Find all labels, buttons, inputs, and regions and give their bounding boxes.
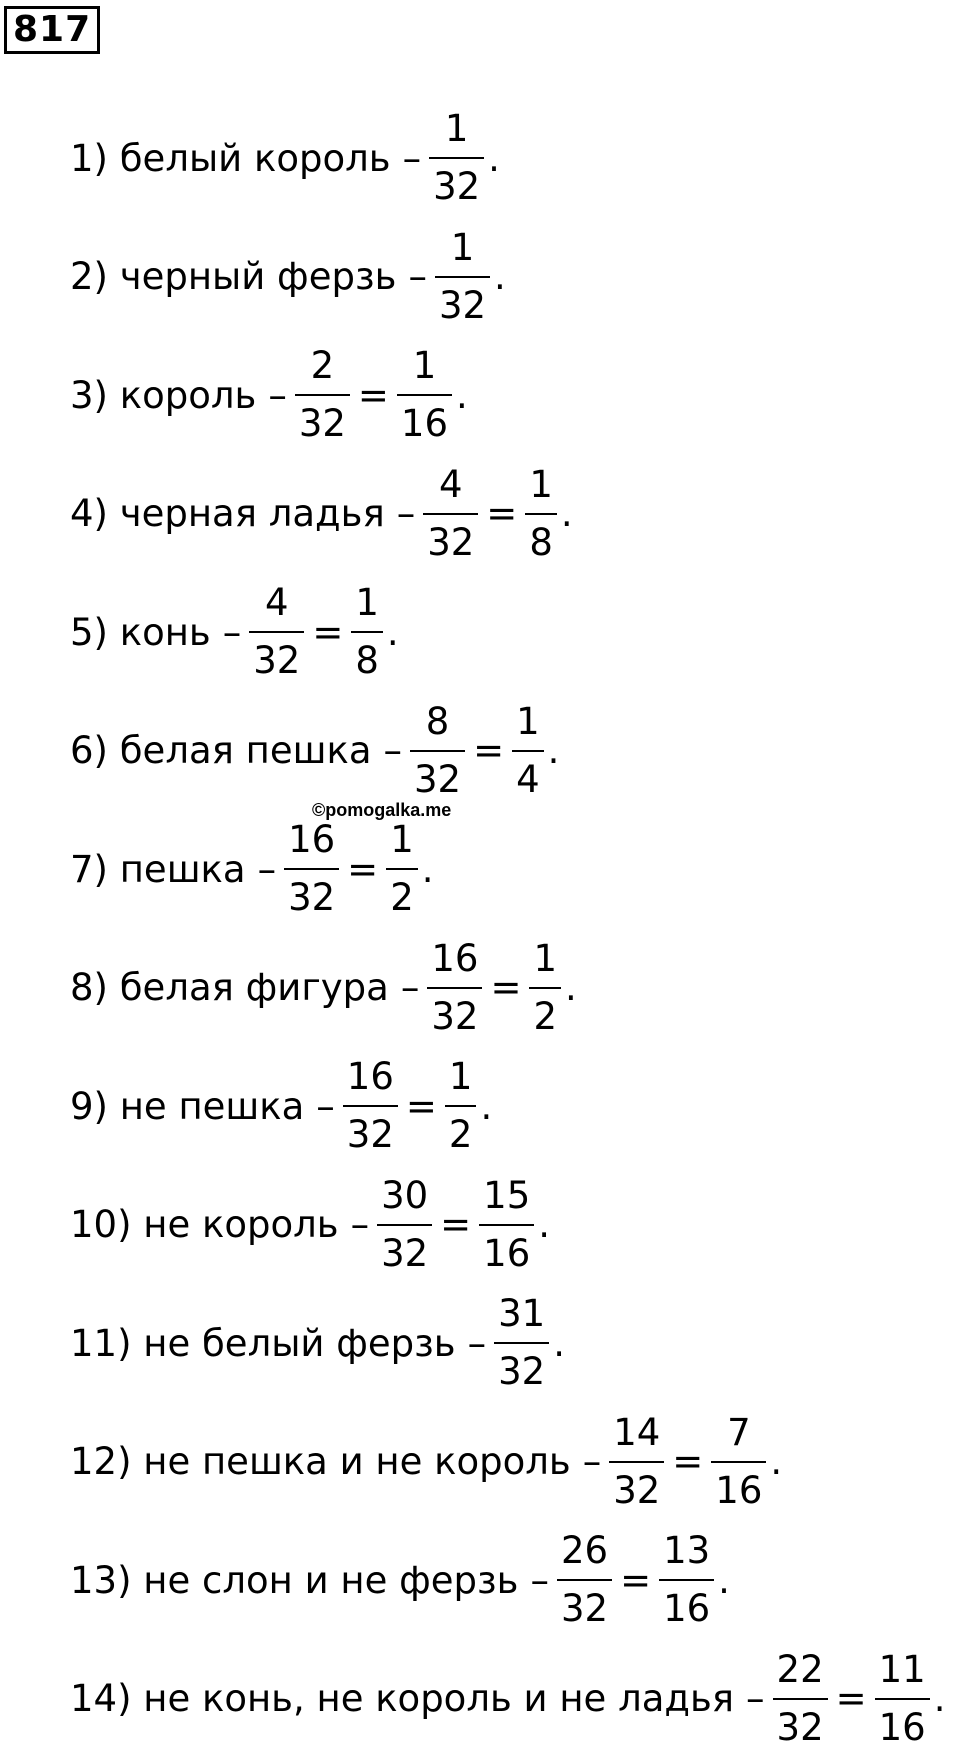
answer-label: 12) не пешка и не король (70, 1440, 571, 1483)
equals-sign: = (620, 1558, 652, 1602)
fraction (711, 1405, 766, 1519)
fraction-numerator: 30 (381, 1173, 429, 1217)
fraction (773, 1642, 828, 1756)
dash-sign: – (402, 136, 422, 180)
dash-sign: – (530, 1558, 549, 1602)
fraction-denominator: 16 (878, 1705, 926, 1749)
fraction-denominator: 32 (431, 994, 479, 1038)
end-period: . (560, 492, 573, 535)
answer-row (70, 1520, 730, 1640)
fraction (343, 1049, 398, 1163)
fraction (429, 101, 484, 215)
fraction (525, 457, 557, 571)
fraction-numerator: 14 (613, 1410, 661, 1454)
fraction-numerator: 11 (878, 1647, 926, 1691)
answer-row (70, 217, 506, 337)
fraction-numerator: 1 (450, 225, 475, 269)
equals-sign: = (357, 373, 389, 417)
equals-sign: = (347, 847, 379, 891)
fraction (397, 338, 452, 452)
answer-label: 8) белая фигура (70, 966, 389, 1009)
answer-row (70, 809, 434, 929)
dash-sign: – (257, 847, 277, 891)
answer-row (70, 454, 573, 574)
answer-row (70, 1165, 550, 1285)
fraction (529, 931, 561, 1045)
fraction (557, 1523, 612, 1637)
answer-row (70, 928, 577, 1048)
answer-label: 11) не белый ферзь (70, 1321, 456, 1365)
equals-sign: = (473, 729, 505, 772)
answer-label: 4) черная ладья (70, 492, 385, 535)
fraction (512, 694, 544, 808)
fraction-denominator: 32 (346, 1113, 394, 1156)
dash-sign: – (467, 1321, 487, 1365)
fraction-numerator: 8 (425, 699, 450, 743)
end-period: . (480, 1084, 493, 1128)
fraction-numerator: 16 (431, 936, 479, 980)
answer-label: 14) не конь, не король и не ладья (70, 1677, 735, 1720)
fraction-numerator: 4 (438, 462, 463, 506)
end-period: . (933, 1677, 946, 1720)
task-number: 817 (4, 6, 100, 54)
fraction-numerator: 1 (412, 344, 437, 387)
dash-sign: – (383, 729, 402, 772)
fraction-numerator: 1 (355, 581, 379, 624)
fraction-denominator: 32 (560, 1587, 609, 1630)
answer-row (70, 335, 468, 455)
fraction-numerator: 1 (516, 699, 540, 743)
fraction (659, 1523, 714, 1637)
fraction-numerator: 26 (560, 1529, 609, 1572)
answer-label: 13) не слон и не ферзь (70, 1558, 519, 1602)
fraction (295, 338, 350, 452)
fraction (875, 1642, 930, 1756)
dash-sign: – (350, 1203, 370, 1246)
fraction-denominator: 32 (498, 1350, 546, 1393)
answer-row (70, 1283, 565, 1403)
fraction (445, 1049, 477, 1163)
end-period: . (538, 1203, 551, 1246)
fraction-denominator: 32 (613, 1468, 661, 1512)
fraction-denominator: 32 (298, 402, 346, 445)
fraction-denominator: 16 (715, 1468, 763, 1512)
equals-sign: = (312, 610, 344, 654)
fraction-numerator: 1 (390, 818, 414, 861)
fraction-denominator: 2 (390, 876, 414, 919)
fraction (284, 812, 339, 926)
fraction-denominator: 32 (381, 1231, 429, 1275)
equals-sign: = (835, 1677, 867, 1720)
fraction-denominator: 8 (355, 639, 379, 682)
fraction-numerator: 1 (444, 107, 469, 150)
dash-sign: – (268, 373, 287, 417)
fraction (423, 457, 478, 571)
end-period: . (488, 136, 500, 180)
fraction (249, 575, 304, 689)
fraction-numerator: 1 (448, 1055, 473, 1098)
fraction (410, 694, 465, 808)
fraction (427, 931, 482, 1045)
fraction-denominator: 32 (433, 165, 481, 208)
dash-sign: – (396, 492, 416, 535)
end-period: . (553, 1321, 565, 1365)
fraction-denominator: 16 (663, 1587, 711, 1630)
fraction (377, 1168, 432, 1282)
equals-sign: = (672, 1440, 704, 1483)
dash-sign: – (746, 1677, 765, 1720)
fraction-numerator: 7 (727, 1410, 751, 1454)
fraction-denominator: 32 (427, 520, 475, 564)
fraction-numerator: 15 (483, 1173, 531, 1217)
fraction-numerator: 16 (288, 818, 336, 861)
dash-sign: – (408, 255, 427, 298)
end-period: . (456, 373, 468, 417)
fraction-denominator: 16 (400, 402, 449, 445)
answer-row (70, 572, 399, 692)
fraction (494, 1286, 549, 1400)
fraction-denominator: 32 (414, 757, 462, 801)
answer-label: 5) конь (70, 610, 211, 654)
answer-label: 10) не король (70, 1203, 339, 1246)
fraction-numerator: 4 (265, 581, 289, 624)
fraction-numerator: 2 (310, 344, 335, 387)
answer-row (70, 1639, 946, 1759)
dash-sign: – (400, 966, 420, 1009)
fraction-numerator: 16 (346, 1055, 394, 1098)
fraction-denominator: 2 (448, 1113, 473, 1156)
fraction (609, 1405, 664, 1519)
fraction-denominator: 2 (533, 994, 557, 1038)
dash-sign: – (316, 1084, 335, 1128)
answer-label: 6) белая пешка (70, 729, 372, 772)
answer-row (70, 98, 500, 218)
end-period: . (386, 610, 399, 654)
answer-label: 1) белый король (70, 136, 391, 180)
answer-label: 3) король (70, 373, 257, 417)
answer-row (70, 1046, 492, 1166)
fraction (435, 220, 490, 334)
fraction-numerator: 1 (533, 936, 557, 980)
fraction (351, 575, 383, 689)
fraction-numerator: 31 (498, 1292, 546, 1335)
dash-sign: – (222, 610, 242, 654)
fraction-denominator: 4 (516, 757, 540, 801)
answer-label: 2) черный ферзь (70, 255, 397, 298)
fraction-denominator: 32 (438, 283, 487, 327)
watermark: ©pomogalka.me (312, 800, 452, 820)
fraction-denominator: 32 (253, 639, 301, 682)
end-period: . (547, 729, 560, 772)
fraction-numerator: 1 (529, 462, 553, 506)
dash-sign: – (582, 1440, 602, 1483)
equals-sign: = (490, 966, 522, 1009)
answer-row (70, 1402, 782, 1522)
fraction-denominator: 32 (776, 1705, 824, 1749)
end-period: . (494, 255, 506, 298)
end-period: . (421, 847, 434, 891)
fraction-denominator: 8 (529, 520, 553, 564)
end-period: . (718, 1558, 730, 1602)
equals-sign: = (440, 1203, 472, 1246)
answer-label: 9) не пешка (70, 1084, 305, 1128)
equals-sign: = (486, 492, 518, 535)
fraction-numerator: 22 (776, 1647, 824, 1691)
fraction-numerator: 13 (663, 1529, 711, 1572)
equals-sign: = (405, 1084, 437, 1128)
end-period: . (770, 1440, 783, 1483)
answer-label: 7) пешка (70, 847, 246, 891)
fraction-denominator: 32 (288, 876, 336, 919)
answer-row (70, 691, 559, 811)
end-period: . (565, 966, 577, 1009)
fraction (386, 812, 418, 926)
fraction-denominator: 16 (483, 1231, 531, 1275)
fraction (479, 1168, 534, 1282)
